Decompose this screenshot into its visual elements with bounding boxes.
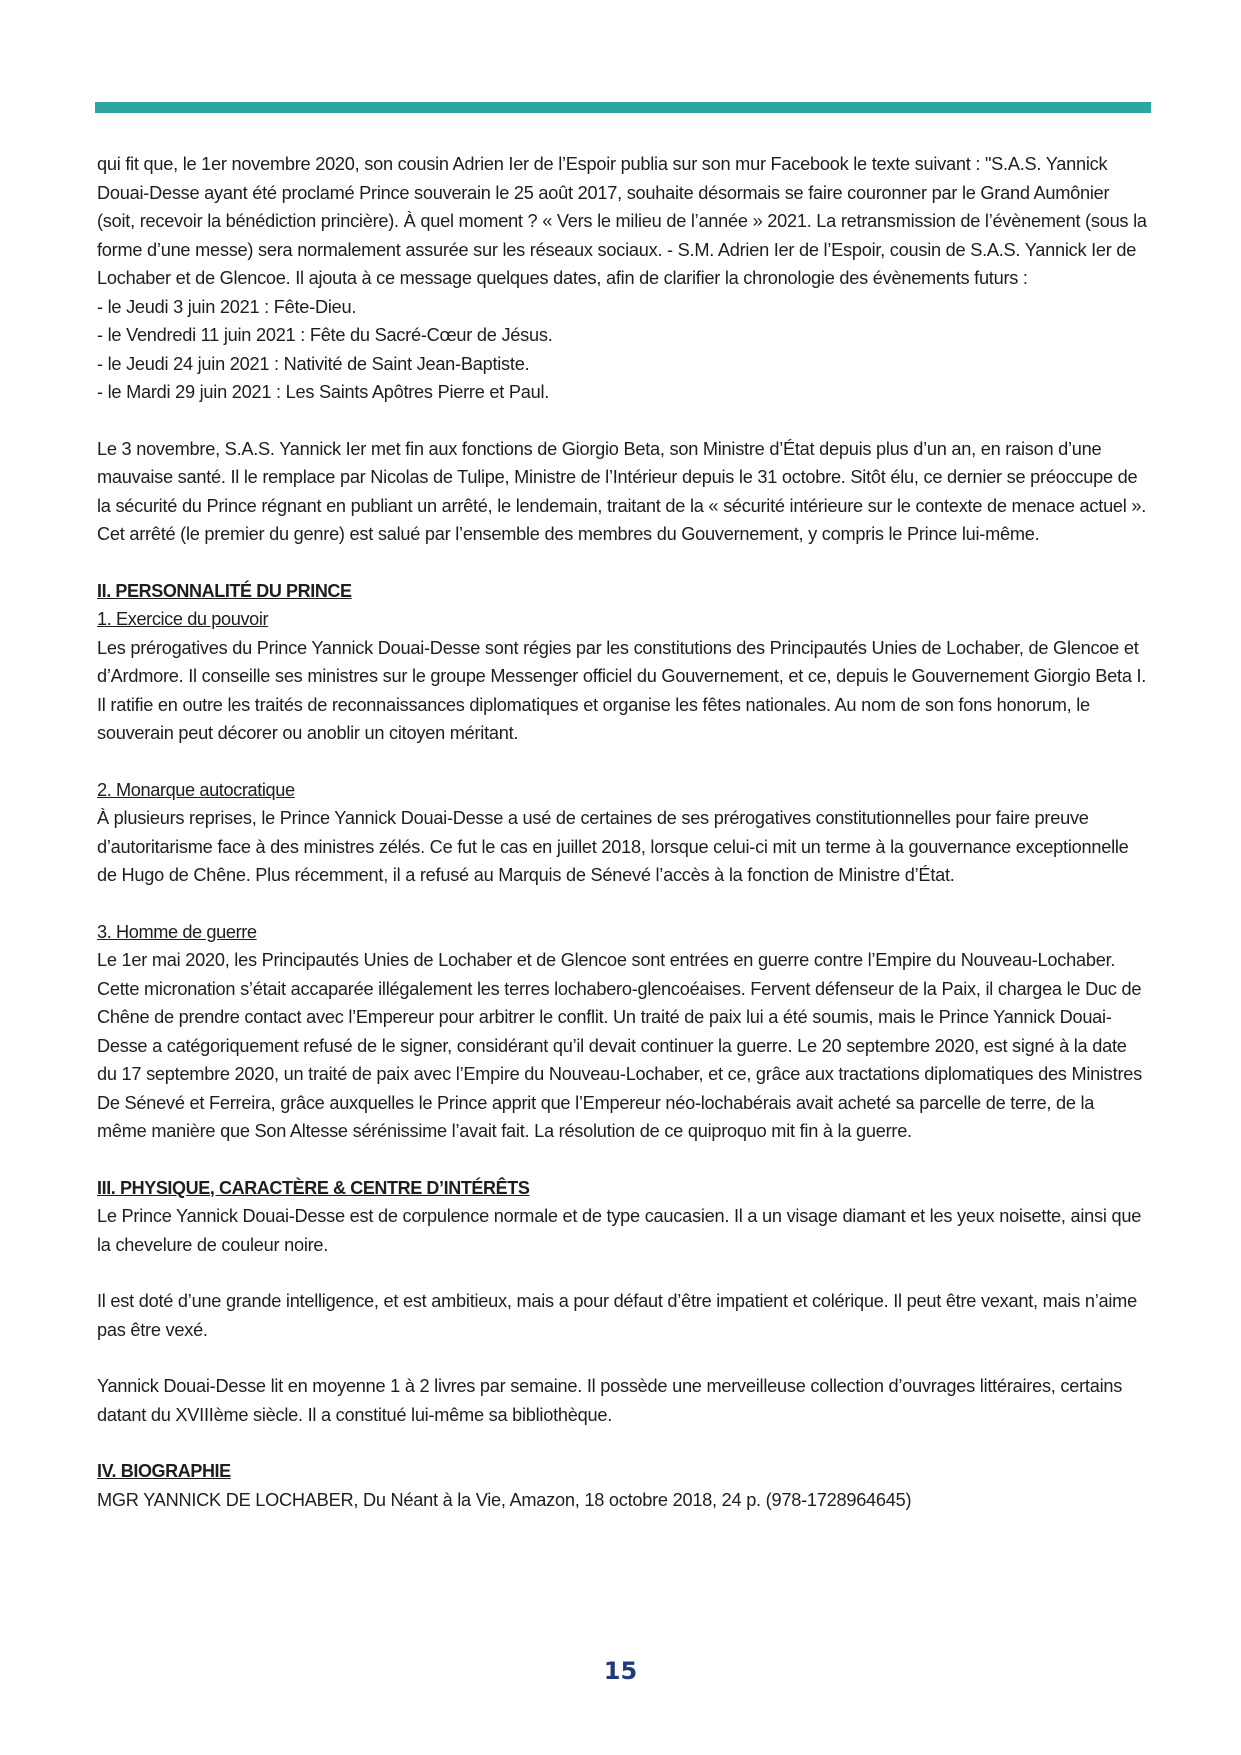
page-number: 15 (603, 1657, 638, 1685)
paragraph-ministers: Le 3 novembre, S.A.S. Yannick Ier met fin aux fonctions de Giorgio Beta, son Ministre d’État depuis plus d’un an, en raison d’une mauvaise santé. Il le remplace par Nicolas de Tulipe, Ministre de l’Intérieur depuis le 31 octobre. Sitôt élu, ce dernier se préoccupe de la sécurité du Prince régnant en publiant un arrêté, le lendemain, traitant de la « sécurité intérieure sur le contexte de menace actuel ». Cet arrêté (le premier du genre) est salué par l’ensemble des membres du Gouvernement, y compris le Prince lui-même. (97, 438, 1147, 544)
intro-paragraph: qui fit que, le 1er novembre 2020, son cousin Adrien Ier de l’Espoir publia sur son mur Facebook le texte suivant : "S.A.S. Yannick Douai-Desse ayant été proclamé Prince souverain le 25 août 2017, souhaite désormais se faire couronner par le Grand Aumônier (soit, recevoir la bénédiction princière). À quel moment ? « Vers le milieu de l’année » 2021. La retransmission de l’évènement (sous la forme d’une messe) sera normalement assurée sur les réseaux sociaux. - S.M. Adrien Ier de l’Espoir, cousin de S.A.S. Yannick Ier de Lochaber et de Glencoe. Il ajouta à ce message quelques dates, afin de clarifier la chronologie des évènements futurs : (97, 154, 1147, 288)
subsection-text-exercice: Les prérogatives du Prince Yannick Douai-Desse sont régies par les constitutions des Principautés Unies de Lochaber, de Glencoe et d’Ardmore. Il conseille ses ministres sur le groupe Messenger officiel du Gouvernement, et ce, depuis le Gouvernement Giorgio Beta I. Il ratifie en outre les traités de reconnaissances diplomatiques et organise les fêtes nationales. Au nom de son fons honorum, le souverain peut décorer ou anoblir un citoyen méritant. (97, 637, 1147, 743)
subsection-title-exercice: 1. Exercice du pouvoir (97, 609, 269, 629)
biography-citation: MGR YANNICK DE LOCHABER, Du Néant à la Vie, Amazon, 18 octobre 2018, 24 p. (978-1728964645) (97, 1489, 912, 1510)
section-heading-personnalite: II. PERSONNALITÉ DU PRINCE (97, 580, 352, 601)
date-list-item: - le Jeudi 3 juin 2021 : Fête-Dieu. (97, 296, 357, 317)
date-list-item: - le Mardi 29 juin 2021 : Les Saints Apôtres Pierre et Paul. (97, 382, 550, 402)
section-heading-physique: III. PHYSIQUE, CARACTÈRE & CENTRE D’INTÉRÊTS (97, 1177, 530, 1198)
date-list-item: - le Jeudi 24 juin 2021 : Nativité de Saint Jean-Baptiste. (97, 353, 530, 374)
section-heading-biographie: IV. BIOGRAPHIE (97, 1461, 231, 1481)
date-list-item: - le Vendredi 11 juin 2021 : Fête du Sacré-Cœur de Jésus. (97, 325, 553, 345)
subsection-title-monarque: 2. Monarque autocratique (97, 779, 295, 800)
paragraph-interets: Yannick Douai-Desse lit en moyenne 1 à 2 livres par semaine. Il possède une merveilleuse collection d’ouvrages littéraires, certains datant du XVIIIème siècle. Il a constitué lui-même sa bibliothèque. (97, 1376, 1123, 1425)
document-body (97, 150, 1147, 1514)
subsection-text-monarque: À plusieurs reprises, le Prince Yannick Douai-Desse a usé de certaines de ses prérogatives constitutionnelles pour faire preuve d’autoritarisme face à des ministres zélés. Ce fut le cas en juillet 2018, lorsque celui-ci mit un terme à la gouvernance exceptionnelle de Hugo de Chêne. Plus récemment, il a refusé au Marquis de Sénevé l’accès à la fonction de Ministre d’État. (97, 808, 1129, 885)
header-accent-bar (95, 102, 1151, 113)
paragraph-caractere: Il est doté d’une grande intelligence, et est ambitieux, mais a pour défaut d’être impatient et colérique. Il peut être vexant, mais n’aime pas être vexé. (97, 1291, 1137, 1340)
subsection-text-guerre: Le 1er mai 2020, les Principautés Unies de Lochaber et de Glencoe sont entrées en guerre contre l’Empire du Nouveau-Lochaber. Cette micronation s’était accaparée illégalement les terres lochabero-glencoéaises. Fervent défenseur de la Paix, il chargea le Duc de Chêne de prendre contact avec l’Empereur pour arbitrer le conflit. Un traité de paix lui a été soumis, mais le Prince Yannick Douai-Desse a catégoriquement refusé de le signer, considérant qu’il devait continuer la guerre. Le 20 septembre 2020, est signé à la date du 17 septembre 2020, un traité de paix avec l’Empire du Nouveau-Lochaber, et ce, grâce aux tractations diplomatiques des Ministres De Sénevé et Ferreira, grâce auxquelles le Prince apprit que l’Empereur néo-lochabérais avait acheté sa parcelle de terre, de la même manière que Son Altesse sérénissime l’avait fait. La résolution de ce quiproquo mit fin à la guerre. (97, 950, 1142, 1141)
subsection-title-guerre: 3. Homme de guerre (97, 921, 257, 942)
paragraph-physique: Le Prince Yannick Douai-Desse est de corpulence normale et de type caucasien. Il a un visage diamant et les yeux noisette, ainsi que la chevelure de couleur noire. (97, 1206, 1142, 1255)
